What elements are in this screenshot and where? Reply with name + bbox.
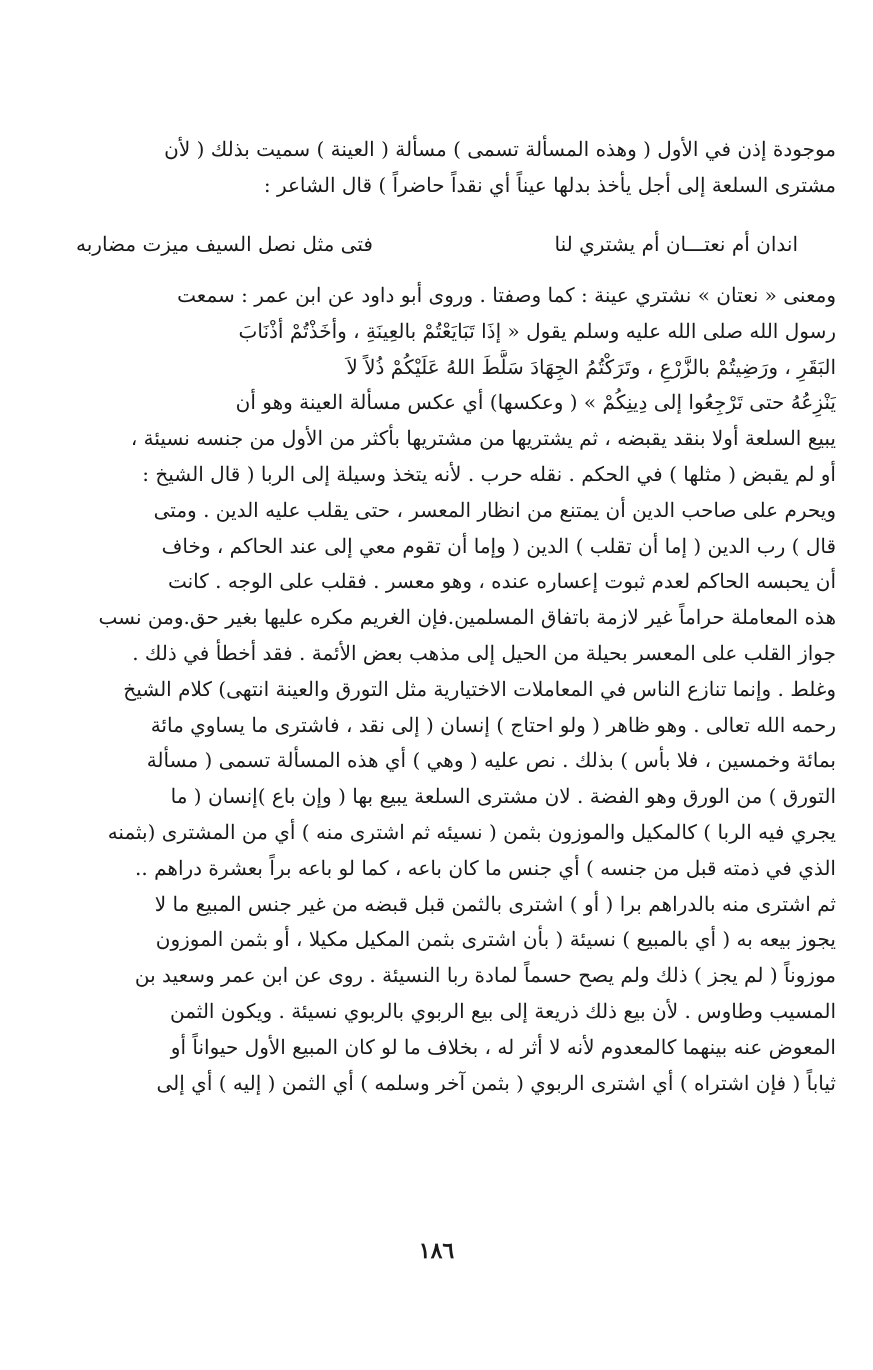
- text-line: ومعنى « نعتان » نشتري عينة : كما وصفتا . وروى أبو داود عن ابن عمر : سمعت: [177, 283, 836, 307]
- verse-first-hemistich: اندان أم نعتـــان أم يشتري لنا: [554, 232, 798, 256]
- text-line: هذه المعاملة حراماً غير لازمة باتفاق المسلمين.فإن الغريم مكره عليها بغير حق.ومن نسب: [98, 605, 836, 630]
- text-line: المسيب وطاوس . لأن بيع ذلك ذريعة إلى بيع الربوي بالربوي نسيئة . ويكون الثمن: [170, 998, 836, 1023]
- text-line: يَنْزِعُهُ حتى تَرْجِعُوا إلى دِينِكُمْ » ( وعكسها) أي عكس مسألة العينة وهو أن: [235, 390, 836, 415]
- text-line: أو لم يقبض ( مثلها ) في الحكم . نقله حرب . لأنه يتخذ وسيلة إلى الربا ( قال الشيخ :: [142, 461, 836, 486]
- text-line: يجري فيه الربا ) كالمكيل والموزون بثمن ( نسيئه ثم اشترى منه ) أي من المشترى (بثمنه: [107, 819, 836, 844]
- text-line: البَقَرِ ، ورَضِيتُمْ بالزَّرْعِ ، وتَرَكْتُمُ الجِهَادَ سَلَّطَ اللهُ عَلَيْكُمْ ذُلاً لاَ: [346, 354, 836, 379]
- text-line: ثياباً ( فإن اشتراه ) أي اشترى الربوي ( بثمن آخر وسلمه ) أي الثمن ( إليه ) أي إلى: [156, 1070, 836, 1095]
- page-number: ١٨٦: [418, 1238, 455, 1264]
- text-line: رحمه الله تعالى . وهو ظاهر ( ولو احتاج ) إنسان ( إلى نقد ، فاشترى ما يساوي مائة: [150, 712, 836, 737]
- text-line: ثم اشترى منه بالدراهم برا ( أو ) اشترى بالثمن قبل قبضه من غير جنس المبيع ما لا: [154, 891, 836, 916]
- text-line: أن يحبسه الحاكم لعدم ثبوت إعساره عنده ، وهو معسر . فقلب على الوجه . كانت: [167, 569, 836, 594]
- text-line: موزوناً ( لم يجز ) ذلك ولم يصح حسماً لمادة ربا النسيئة . روى عن ابن عمر وسعيد بن: [134, 963, 836, 988]
- text-line: قال ) رب الدين ( إما أن تقلب ) الدين ( وإما أن تقوم معي إلى عند الحاكم ، وخاف: [161, 533, 836, 558]
- book-page: [36, 132, 836, 1282]
- text-line: رسول الله صلى الله عليه وسلم يقول « إذَا تَبَايَعْتُمْ بالعِينَةِ ، وأخَذْتُمْ أذْنَابَ: [238, 318, 836, 343]
- intro-paragraph: [36, 132, 836, 204]
- main-paragraph: [36, 278, 836, 1101]
- text-line: بمائة وخمسين ، فلا بأس ) بذلك . نص عليه ( وهي ) أي هذه المسألة تسمى ( مسألة: [146, 748, 836, 773]
- text-line: ويحرم على صاحب الدين أن يمتنع من انظار المعسر ، حتى يقلب عليه الدين . ومتى: [153, 497, 836, 522]
- text-line: التورق ) من الورق وهو الفضة . لان مشترى السلعة يبيع بها ( وإن باع )إنسان ( ما: [170, 784, 836, 809]
- text-line: يجوز بيعه به ( أي بالمبيع ) نسيئة ( بأن اشترى بثمن المكيل مكيلا ، أو بثمن الموزون: [155, 927, 836, 952]
- text-line: جواز القلب على المعسر بحيلة من الحيل إلى مذهب بعض الأئمة . فقد أخطأ في ذلك .: [132, 640, 836, 665]
- text-line: وغلط . وإنما تنازع الناس في المعاملات الاختيارية مثل التورق والعينة انتهى) كلام الشيخ: [123, 676, 836, 701]
- verse-second-hemistich: فتى مثل نصل السيف ميزت مضاربه: [76, 232, 373, 256]
- text-line: موجودة إذن في الأول ( وهذه المسألة تسمى ) مسألة ( العينة ) سميت بذلك ( لأن: [164, 137, 836, 161]
- poetry-verse: [36, 226, 798, 262]
- text-line: الذي في ذمته قبل من جنسه ) أي جنس ما كان باعه ، كما لو باعه براً بعشرة دراهم ..: [135, 855, 836, 880]
- text-line: يبيع السلعة أولا بنقد يقبضه ، ثم يشتريها من مشتريها بأكثر من الأول من جنسه نسيئة ،: [130, 426, 836, 451]
- text-line: المعوض عنه بينهما كالمعدوم لأنه لا أثر له ، بخلاف ما لو كان المبيع الأول حيواناً أو: [170, 1034, 836, 1059]
- text-line: مشترى السلعة إلى أجل يأخذ بدلها عيناً أي نقداً حاضراً ) قال الشاعر :: [263, 172, 836, 197]
